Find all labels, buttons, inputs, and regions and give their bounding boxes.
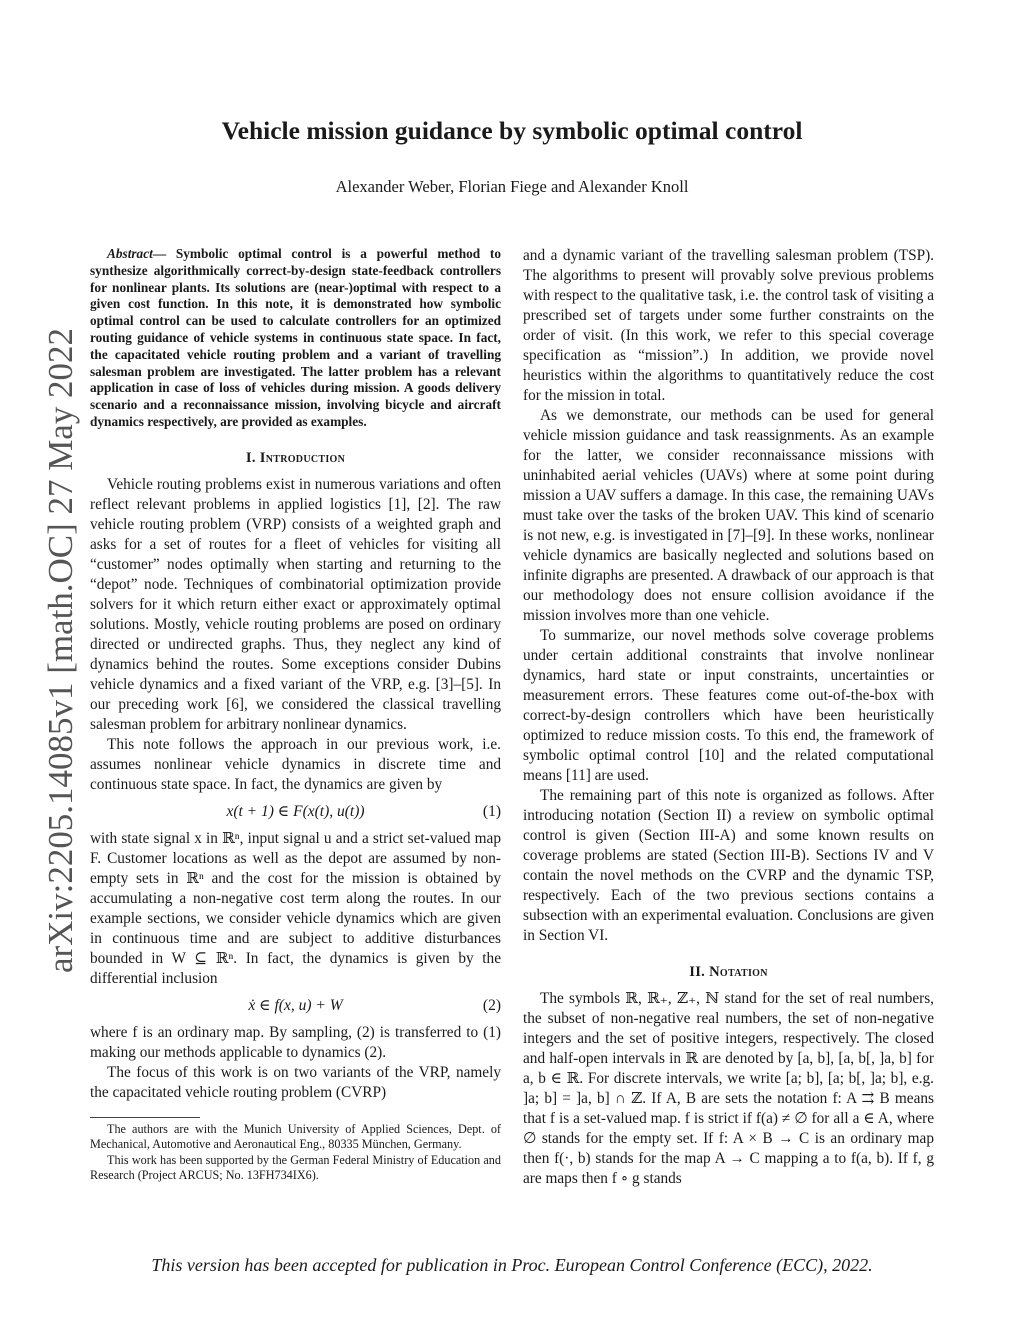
- intro-paragraph-2: This note follows the approach in our previous work, i.e. assumes nonlinear vehicle dynamics in discrete time and continuous state space. In fact, the dynamics are given by: [90, 735, 501, 793]
- arxiv-identifier-text: arXiv:2205.14085v1 [math.OC] 27 May 2022: [41, 327, 80, 973]
- abstract: [90, 246, 501, 431]
- equation-2: [90, 994, 501, 1018]
- paper-authors: Alexander Weber, Florian Fiege and Alexander Knoll: [335, 177, 689, 196]
- abstract-dash: —: [152, 246, 176, 261]
- equation-1: [90, 800, 501, 824]
- equation-1-body: x(t + 1) ∈ F(x(t), u(t)): [226, 802, 365, 820]
- intro-paragraph-3: with state signal x in ℝⁿ, input signal u and a strict set-valued map F. Customer locations as well as the depot are assumed by non-empty sets in ℝⁿ and the cost for the mission is obtained by accumulating a non-negative cost term along the routes. In our example sections, we consider vehicle dynamics which are given in continuous time and are subject to additive disturbances bounded in W ⊆ ℝⁿ. In fact, the dynamics is given by the differential inclusion: [90, 829, 501, 987]
- footnote-affiliation: The authors are with the Munich University of Applied Sciences, Dept. of Mechanical, Automotive and Aeronautical Eng., 80335 München, Germany.: [90, 1121, 501, 1152]
- publication-note: This version has been accepted for publication in Proc. European Control Conference (ECC), 2022.: [151, 1255, 873, 1275]
- section-number-notation: II.: [689, 964, 710, 980]
- intro-paragraph-6: and a dynamic variant of the travelling salesman problem (TSP). The algorithms to present will provably solve previous problems with respect to the qualitative task, i.e. the control task of visiting a prescribed set of targets under some further constraints on the order of visit. (In this work, we refer to this special coverage specification as “mission”.) In addition, we provide novel heuristics within the algorithms to quantitatively reduce the cost for the mission in total.: [523, 247, 934, 404]
- abstract-body: Symbolic optimal control is a powerful method to synthesize algorithmically correct-by-design state-feedback controllers for nonlinear plants. Its solutions are (near-)optimal with respect to a given cost function. In this note, it is demonstrated how symbolic optimal control can be used to calculate controllers for an optimized routing guidance of vehicle systems in continuous state space. In fact, the capacitated vehicle routing problem and a variant of travelling salesman problem are investigated. The latter problem has a relevant application in case of loss of vehicles during mission. A goods delivery scenario and a reconnaissance mission, involving bicycle and aircraft dynamics respectively, are provided as examples.: [90, 246, 502, 429]
- abstract-label: Abstract: [107, 246, 153, 261]
- intro-paragraph-5: The focus of this work is on two variants of the VRP, namely the capacitated vehicle routing problem (CVRP): [90, 1063, 501, 1101]
- footnote-funding: This work has been supported by the German Federal Ministry of Education and Research (Project ARCUS; No. 13FH734IX6).: [90, 1152, 501, 1182]
- intro-paragraph-4: where f is an ordinary map. By sampling, (2) is transferred to (1) making our methods applicable to dynamics (2).: [90, 1023, 501, 1061]
- section-heading-notation: [523, 962, 934, 982]
- paper-title: Vehicle mission guidance by symbolic optimal control: [221, 116, 803, 145]
- equation-1-number: (1): [482, 802, 501, 820]
- abstract-text: [90, 246, 501, 431]
- arxiv-identifier-svg: [28, 318, 86, 978]
- intro-paragraph-1: Vehicle routing problems exist in numerous variations and often reflect relevant problems in applied logistics [1], [2]. The raw vehicle routing problem (VRP) consists of a weighted graph and asks for a set of routes for a fleet of vehicles for visiting all “customer” nodes optimally when starting and returning to the “depot” node. Techniques of combinatorial optimization provide solvers for it which return either exact or approximately optimal solutions. Mostly, vehicle routing problems are posed on ordinary directed or undirected graphs. Thus, they neglect any kind of dynamics behind the routes. Some exceptions consider Dubins vehicle dynamics and a fixed variant of the VRP, e.g. [3]–[5]. In our preceding work [6], we considered the classical travelling salesman problem for arbitrary nonlinear dynamics.: [90, 475, 501, 733]
- notation-paragraph-1: The symbols ℝ, ℝ₊, ℤ₊, ℕ stand for the set of real numbers, the subset of non-negative real numbers, the set of non-negative integers and the set of positive integers, respectively. The closed and half-open intervals in ℝ are denoted by [a, b], [a, b[, ]a, b] for a, b ∈ ℝ. For discrete intervals, we write [a; b], [a; b[, ]a; b], e.g. ]a; b] = ]a, b] ∩ ℤ. If A, B are sets the notation f: A ⇉ B means that f is a set-valued map. f is strict if f(a) ≠ ∅ for all a ∈ A, where ∅ stands for the empty set. If f: A × B → C is an ordinary map then f(·, b) stands for the map A → C mapping a to f(a, b). If f, g are maps then f ∘ g stands: [523, 990, 934, 1187]
- equation-2-number: (2): [482, 996, 501, 1014]
- left-column: [90, 246, 501, 1183]
- right-column: [523, 246, 934, 1189]
- footnotes: [90, 1122, 501, 1184]
- equation-2-body: ẋ ∈ f(x, u) + W: [248, 996, 343, 1014]
- intro-paragraph-8: To summarize, our novel methods solve coverage problems under certain additional constraints that involve nonlinear dynamics, hard state or input constraints, uncertainties or measurement errors. These features come out-of-the-box with correct-by-design controllers which have been heuristically optimized to reduce mission costs. To this end, the framework of symbolic optimal control [10] and the related computational means [11] are used.: [523, 627, 934, 784]
- section-number-introduction: I.: [245, 449, 260, 466]
- section-title-notation: Notation: [709, 964, 768, 980]
- section-heading-introduction: [90, 448, 501, 468]
- arxiv-identifier: [28, 318, 86, 978]
- footnote-rule: [90, 1117, 200, 1118]
- intro-paragraph-9: The remaining part of this note is organized as follows. After introducing notation (Section II) a review on symbolic optimal control is given (Section III-A) and some known results on coverage problems are stated (Section III-B). Sections IV and V contain the novel methods on the CVRP and the dynamic TSP, respectively. Each of the two previous sections contains a subsection with an experimental evaluation. Conclusions are given in Section VI.: [523, 787, 934, 944]
- section-title-introduction: Introduction: [259, 449, 346, 466]
- intro-paragraph-7: As we demonstrate, our methods can be used for general vehicle mission guidance and task reassignments. As an example for the latter, we consider reconnaissance missions with uninhabited aerial vehicles (UAVs) where at some point during mission a UAV suffers a damage. In this case, the remaining UAVs must take over the tasks of the broken UAV. This kind of scenario is not new, e.g. is investigated in [7]–[9]. In these works, nonlinear vehicle dynamics are basically neglected and solutions based on infinite digraphs are presented. A drawback of our approach is that our methodology does not ensure collision avoidance if the mission involves more than one vehicle.: [523, 407, 934, 624]
